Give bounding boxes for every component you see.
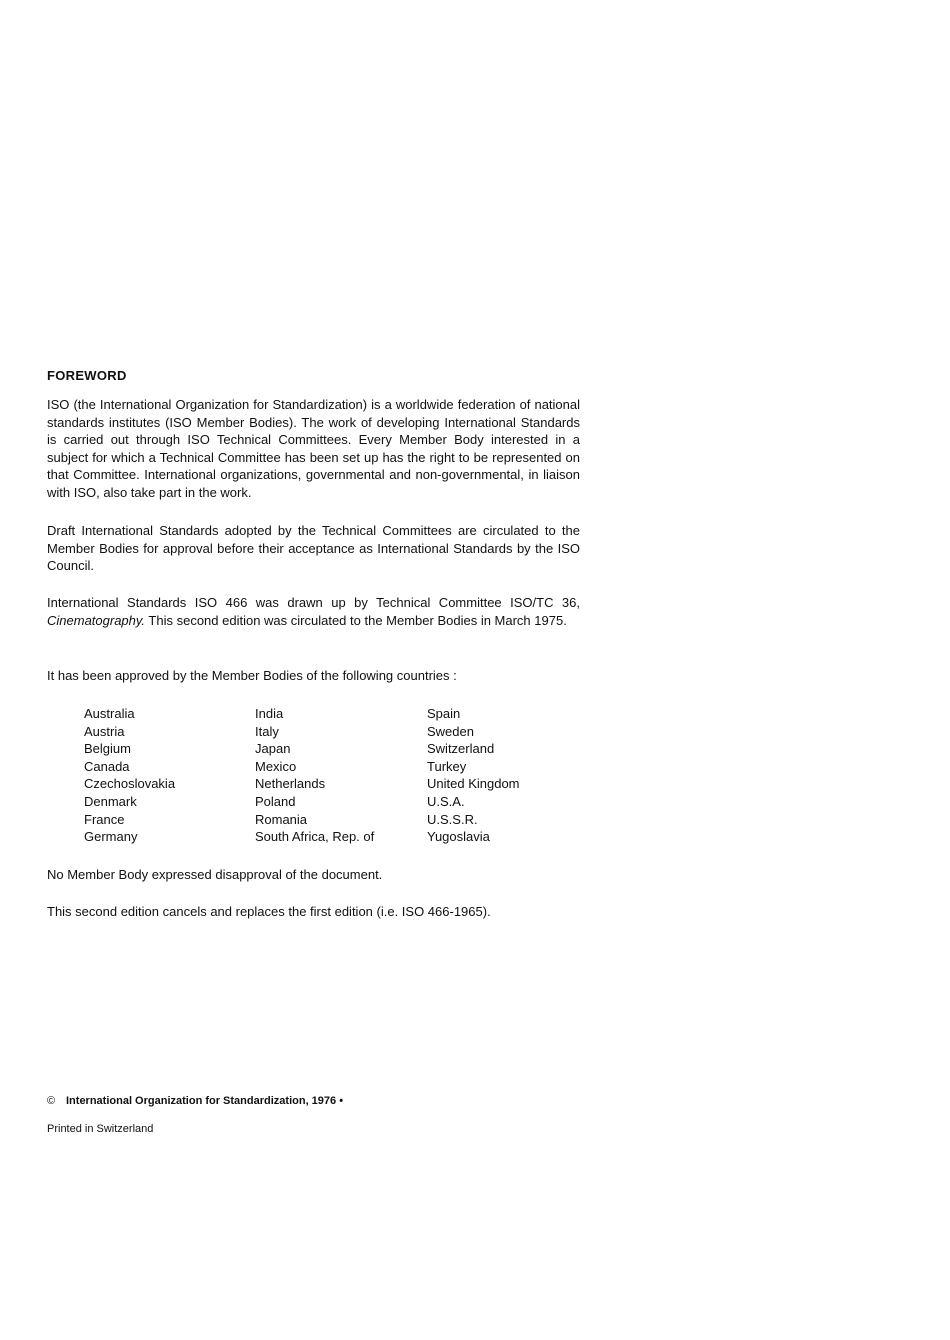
country-item: Belgium <box>84 741 131 757</box>
printed-in: Printed in Switzerland <box>47 1123 154 1135</box>
country-item: Italy <box>255 723 279 739</box>
foreword-heading: FOREWORD <box>47 368 127 383</box>
country-item: Japan <box>255 741 291 757</box>
country-item: Denmark <box>84 793 137 809</box>
country-item: U.S.S.R. <box>427 811 478 827</box>
country-item: Netherlands <box>255 776 326 792</box>
approval-intro: It has been approved by the Member Bodies of the following countries : <box>47 668 457 683</box>
foreword-paragraph-committee <box>47 594 580 629</box>
copyright-text: International Organization for Standardization, 1976 • <box>66 1095 344 1107</box>
country-item: Mexico <box>255 758 297 774</box>
country-item: Switzerland <box>427 741 495 757</box>
country-item: Canada <box>84 758 130 774</box>
country-item: Poland <box>255 793 296 809</box>
committee-name-italic: Cinematography. <box>47 612 146 628</box>
copyright-icon: © <box>47 1095 56 1107</box>
country-item: Austria <box>84 723 125 739</box>
country-item: Australia <box>84 706 135 721</box>
country-list <box>84 705 587 846</box>
country-item: U.S.A. <box>427 793 465 809</box>
disapproval-statement: No Member Body expressed disapproval of the document. <box>47 867 383 882</box>
country-item: United Kingdom <box>427 776 520 792</box>
country-item: Germany <box>84 829 138 845</box>
committee-text-after: This second edition was circulated to the Member Bodies in March 1975. <box>145 612 567 628</box>
replacement-statement: This second edition cancels and replaces the first edition (i.e. ISO 466-1965). <box>47 904 491 919</box>
country-item: India <box>255 706 284 721</box>
country-item: France <box>84 811 125 827</box>
country-item: Turkey <box>427 758 467 774</box>
country-item: Spain <box>427 706 461 721</box>
country-item: Romania <box>255 811 308 827</box>
copyright-line <box>47 1095 343 1107</box>
foreword-paragraph-drafts: Draft International Standards adopted by the Technical Committees are circulated to the Member Bodies for approval before their acceptance as International Standards by the ISO Council. <box>47 523 580 573</box>
country-item: South Africa, Rep. of <box>255 829 375 845</box>
committee-text-before: International Standards ISO 466 was drawn up by Technical Committee ISO/TC 36, <box>47 595 580 610</box>
foreword-paragraph-iso: ISO (the International Organization for Standardization) is a worldwide federation of national standards institutes (ISO Member Bodies). The work of developing International Standards is carried out through ISO Technical Committees. Every Member Body interested in a subject for which a Technical Committee has been set up has the right to be represented on that Committee. International organizations, governmental and non-governmental, in liaison with ISO, also take part in the work. <box>47 397 580 500</box>
country-item: Yugoslavia <box>427 829 490 845</box>
country-item: Czechoslovakia <box>84 776 176 792</box>
country-item: Sweden <box>427 723 474 739</box>
